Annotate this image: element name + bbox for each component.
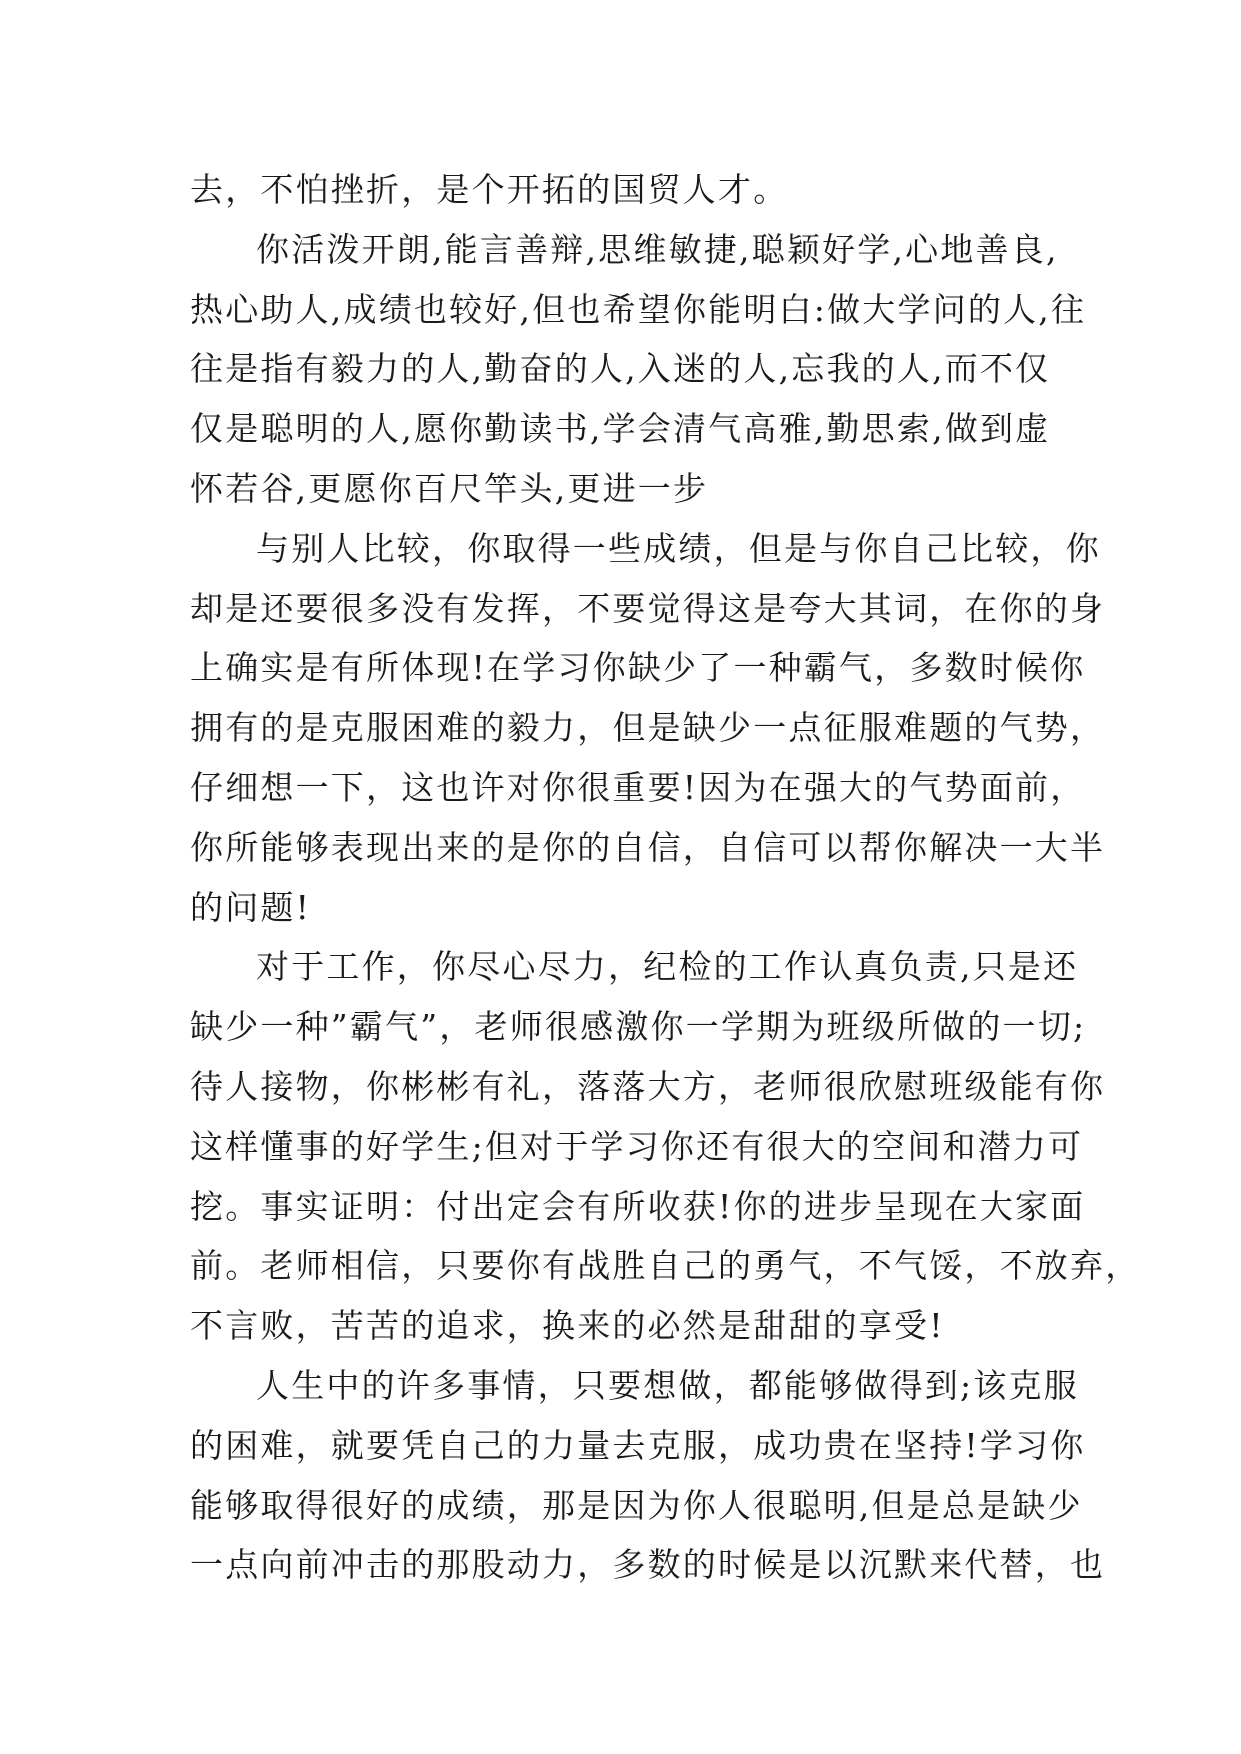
text-line: 拥有的是克服困难的毅力，但是缺少一点征服难题的气势， [190,708,1106,748]
text-line: 上确实是有所体现!在学习你缺少了一种霸气，多数时候你 [190,648,1086,688]
text-line: 你所能够表现出来的是你的自信，自信可以帮你解决一大半 [190,827,1106,867]
text-line: 不言败，苦苦的追求，换来的必然是甜甜的享受! [190,1306,945,1346]
text-line: 的困难，就要凭自己的力量去克服，成功贵在坚持!学习你 [190,1425,1086,1465]
text-line: 挖。事实证明：付出定会有所收获!你的进步呈现在大家面 [190,1186,1086,1226]
text-line: 热心助人,成绩也较好,但也希望你能明白:做大学问的人,往 [190,289,1087,329]
text-line: 这样懂事的好学生;但对于学习你还有很大的空间和潜力可 [190,1126,1084,1166]
text-line: 对于工作，你尽心尽力，纪检的工作认真负责,只是还 [256,947,1079,987]
text-line: 与别人比较，你取得一些成绩，但是与你自己比较，你 [256,528,1101,568]
text-line: 能够取得很好的成绩，那是因为你人很聪明,但是总是缺少 [190,1485,1083,1525]
text-line: 前。老师相信，只要你有战胜自己的勇气，不气馁，不放弃， [190,1246,1141,1286]
paragraph [190,1356,1106,1595]
paragraph [190,220,1087,519]
text-line: 缺少一种”霸气”，老师很感激你一学期为班级所做的一切; [190,1007,1087,1047]
paragraph [190,160,1070,220]
paragraph [190,519,1106,938]
text-line: 一点向前冲击的那股动力，多数的时候是以沉默来代替，也 [190,1545,1106,1585]
text-line: 往是指有毅力的人,勤奋的人,入迷的人,忘我的人,而不仅 [190,349,1051,389]
text-line: 人生中的许多事情，只要想做，都能够做得到;该克服 [256,1365,1079,1405]
document-body [190,160,1141,1595]
text-line: 待人接物，你彬彬有礼，落落大方，老师很欣慰班级能有你 [190,1066,1106,1106]
text-line: 仅是聪明的人,愿你勤读书,学会清气高雅,勤思索,做到虚 [190,409,1051,449]
paragraph [190,937,1141,1356]
text-line: 你活泼开朗,能言善辩,思维敏捷,聪颖好学,心地善良, [256,229,1059,269]
text-line: 去，不怕挫折，是个开拓的国贸人才。 [190,170,789,209]
text-line: 怀若谷,更愿你百尺竿头,更进一步 [190,468,709,508]
text-line: 的问题! [190,887,312,927]
text-line: 仔细想一下，这也许对你很重要!因为在强大的气势面前， [190,767,1086,807]
text-line: 却是还要很多没有发挥，不要觉得这是夸大其词，在你的身 [190,588,1106,628]
